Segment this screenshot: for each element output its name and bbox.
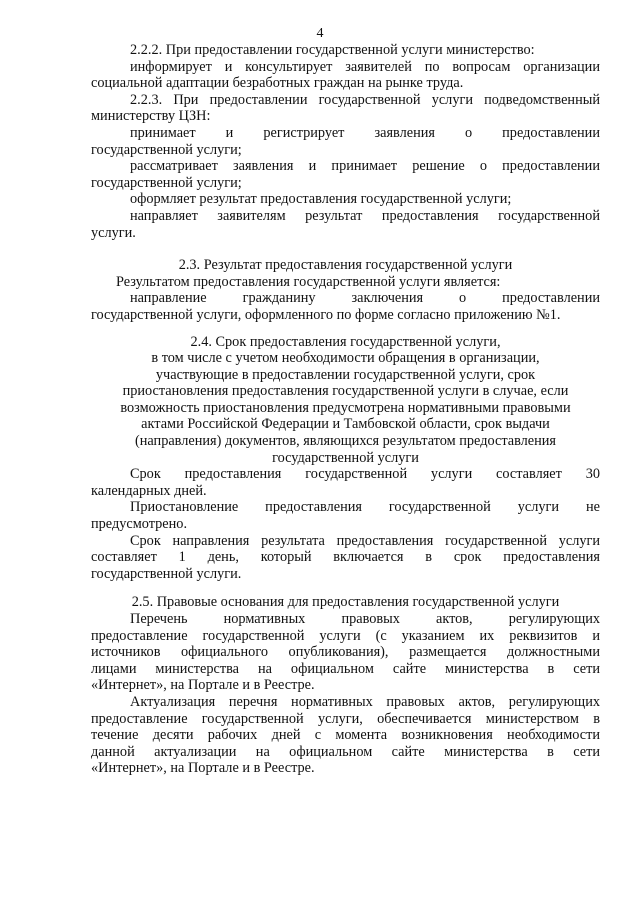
paragraph-line: министерству ЦЗН: bbox=[91, 108, 211, 125]
section-heading-line: актами Российской Федерации и Тамбовской области, срок выдачи bbox=[141, 416, 550, 433]
paragraph-line: предусмотрено. bbox=[91, 516, 188, 533]
section-heading-line: участвующие в предоставлении государственной услуги, срок bbox=[155, 366, 536, 383]
paragraph-line: направляет заявителям результат предоставления государственной bbox=[130, 207, 600, 224]
paragraph-line: услуги. bbox=[91, 224, 136, 241]
paragraph-line: Срок направления результата предоставления государственной услуги bbox=[130, 532, 600, 549]
paragraph-line: государственной услуги, оформленного по форме согласно приложению №1. bbox=[91, 306, 561, 323]
section-heading-line: в том числе с учетом необходимости обращения в организации, bbox=[151, 350, 540, 367]
paragraph-line: направление гражданину заключения о предоставлении bbox=[130, 290, 600, 307]
paragraph-line: информирует и консультирует заявителей по вопросам организации bbox=[130, 58, 600, 75]
paragraph-line: предоставление государственной услуги, обеспечивается министерством в bbox=[91, 710, 600, 727]
paragraph-line: составляет 1 день, который включается в срок предоставления bbox=[91, 549, 600, 566]
paragraph-line: социальной адаптации безработных граждан на рынке труда. bbox=[91, 75, 464, 92]
paragraph-line: Актуализация перечня нормативных правовых актов, регулирующих bbox=[130, 693, 600, 710]
document-body bbox=[91, 42, 600, 777]
paragraph-line: Перечень нормативных правовых актов, регулирующих bbox=[130, 611, 600, 627]
paragraph-line: оформляет результат предоставления государственной услуги; bbox=[130, 191, 512, 208]
paragraph-line: источников официального опубликования), размещается должностными bbox=[91, 644, 600, 661]
paragraph-line: Срок предоставления государственной услуги составляет 30 bbox=[130, 466, 600, 483]
section-heading-line: (направления) документов, являющихся результатом предоставления bbox=[134, 433, 557, 450]
paragraph-line: принимает и регистрирует заявления о предоставлении bbox=[130, 124, 600, 141]
paragraph-line: течение десяти рабочих дней с момента возникновения необходимости bbox=[91, 727, 600, 744]
paragraph-line: лицами министерства на официальном сайте министерства в сети bbox=[91, 660, 600, 677]
paragraph-line: данной актуализации на официальном сайте министерства в сети bbox=[91, 743, 600, 760]
section-heading-2-4: 2.4. Срок предоставления государственной услуги, bbox=[190, 333, 501, 350]
paragraph-line: календарных дней. bbox=[91, 482, 207, 499]
section-heading-line: государственной услуги bbox=[272, 449, 419, 466]
paragraph-line: «Интернет», на Портале и в Реестре. bbox=[91, 760, 315, 777]
paragraph-line: «Интернет», на Портале и в Реестре. bbox=[91, 677, 315, 694]
paragraph-line: государственной услуги. bbox=[91, 565, 242, 582]
clause-2-2-2-line: 2.2.2. При предоставлении государственной услуги министерство: bbox=[130, 42, 535, 58]
paragraph-line: государственной услуги; bbox=[91, 141, 242, 158]
paragraph-line: Результатом предоставления государственной услуги является: bbox=[116, 273, 501, 290]
section-heading-2-5: 2.5. Правовые основания для предоставления государственной услуги bbox=[131, 594, 560, 611]
clause-2-2-3-line: 2.2.3. При предоставлении государственной услуги подведомственный bbox=[130, 91, 600, 108]
section-heading-line: возможность приостановления предусмотрена нормативными правовыми bbox=[120, 399, 571, 416]
paragraph-line: государственной услуги; bbox=[91, 174, 242, 191]
paragraph-line: Приостановление предоставления государственной услуги не bbox=[130, 499, 600, 516]
page-number: 4 bbox=[316, 26, 324, 41]
section-heading-line: приостановления предоставления государственной услуги в случае, если bbox=[122, 383, 569, 400]
paragraph-line: рассматривает заявления и принимает решение о предоставлении bbox=[130, 158, 600, 175]
paragraph-line: предоставление государственной услуги (с указанием их реквизитов и bbox=[91, 627, 600, 644]
section-heading-2-3: 2.3. Результат предоставления государственной услуги bbox=[178, 257, 513, 274]
